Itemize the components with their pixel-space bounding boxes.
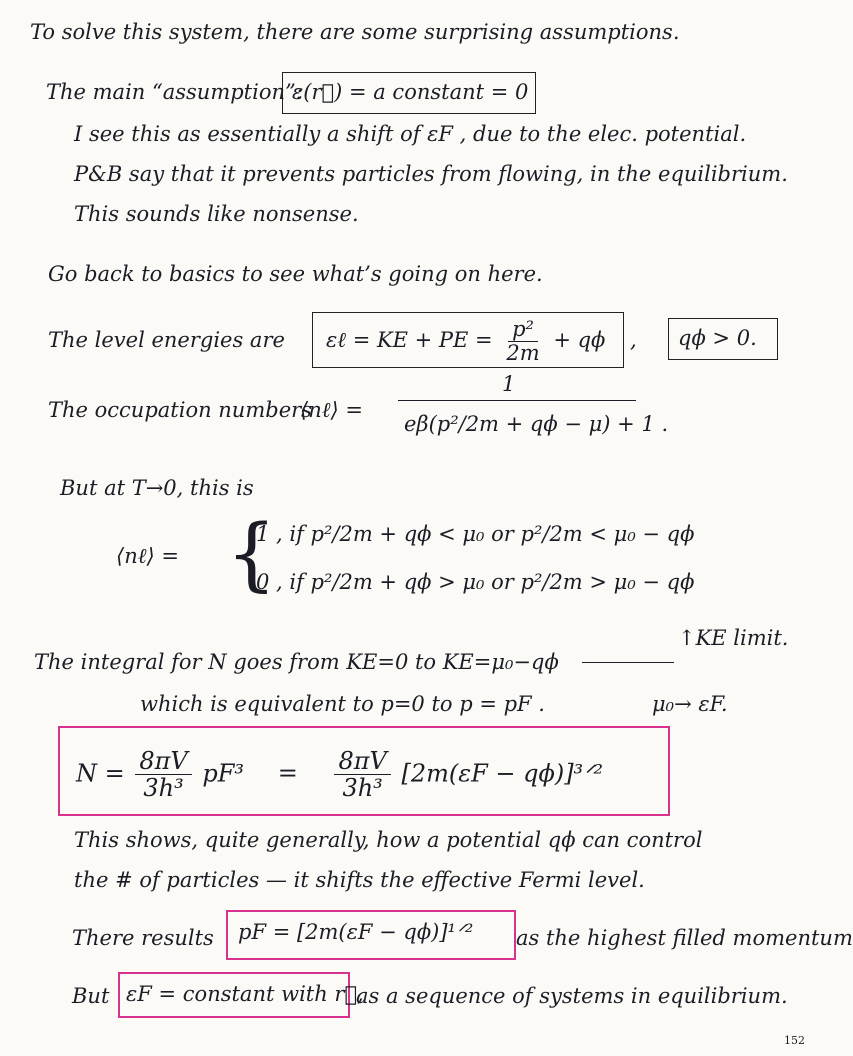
shows-line: This shows, quite generally, how a potential qϕ can control	[74, 828, 703, 852]
N-pf: pF³	[202, 759, 245, 788]
left-brace: {	[226, 507, 277, 600]
level-eq-lhs: εℓ = KE + PE =	[326, 328, 493, 353]
n-lhs: ⟨nℓ⟩ =	[116, 544, 179, 568]
N-equation	[76, 748, 603, 802]
p2-over-2m: $\frac{\text{p²}}{2m}$	[506, 317, 540, 366]
level-eq-rhs: + qϕ	[553, 328, 606, 353]
go-back-line: Go back to basics to see what’s going on here.	[48, 262, 543, 286]
occ-den: eβ(p²/2m + qϕ − μ) + 1 .	[404, 412, 669, 436]
number-of-line: the # of particles — it shifts the effective Fermi level.	[74, 868, 645, 892]
N-lhs: N =	[76, 759, 125, 788]
mu-to-ef: μ₀→ εF.	[652, 692, 728, 716]
highest-filled: as the highest filled momentum	[516, 926, 853, 950]
N-coeff-frac-2: $\frac{8\pi V}{\text{3h³}}$	[334, 748, 390, 802]
ef-constant: εF = constant with r⃗,	[126, 982, 364, 1006]
occupation-label: The occupation numbers	[48, 398, 312, 422]
equivalent-line: which is equivalent to p=0 to p = pF .	[140, 692, 545, 716]
main-assumption-eq: ε(r⃗) = a constant = 0	[292, 80, 529, 104]
but-label: But	[72, 984, 110, 1008]
see-this-line: I see this as essentially a shift of εF , due to the elec. potential.	[74, 122, 747, 146]
page-number: 152	[784, 1034, 805, 1047]
case-one: 1 , if p²/2m + qϕ < μ₀ or p²/2m < μ₀ − qϕ	[256, 522, 695, 546]
occ-fraction-bar	[398, 400, 636, 401]
pb-say-line: P&B say that it prevents particles from flowing, in the equilibrium.	[74, 162, 788, 186]
occ-num: 1	[502, 372, 516, 396]
level-energies-label: The level energies are	[48, 328, 285, 352]
N-mid-equals: =	[277, 759, 298, 788]
pf-equation: pF = [2m(εF − qϕ)]¹ᐟ²	[238, 920, 474, 944]
nonsense-line: This sounds like nonsense.	[74, 202, 359, 226]
intro-line: To solve this system, there are some surprising assumptions.	[30, 20, 680, 44]
but-at-line: But at T→0, this is	[60, 476, 254, 500]
arrow-line	[582, 662, 674, 663]
integral-line: The integral for N goes from KE=0 to KE=μ₀−qϕ	[34, 650, 559, 674]
qphi-positive: qϕ > 0.	[678, 326, 757, 350]
main-assumption-label: The main “assumption”:	[46, 80, 303, 104]
ke-limit: ↑KE limit.	[678, 626, 789, 650]
N-coeff-frac: $\frac{8\pi V}{\text{3h³}}$	[135, 748, 191, 802]
N-rhs-tail: [2m(εF − qϕ)]³ᐟ²	[401, 759, 603, 788]
occ-lhs: ⟨nℓ⟩ =	[300, 398, 363, 422]
comma: ,	[630, 328, 637, 352]
case-zero: 0 , if p²/2m + qϕ > μ₀ or p²/2m > μ₀ − qϕ	[256, 570, 695, 594]
sequence-line: as a sequence of systems in equilibrium.	[356, 984, 788, 1008]
level-energy-eq	[326, 318, 605, 365]
there-results: There results	[72, 926, 214, 950]
